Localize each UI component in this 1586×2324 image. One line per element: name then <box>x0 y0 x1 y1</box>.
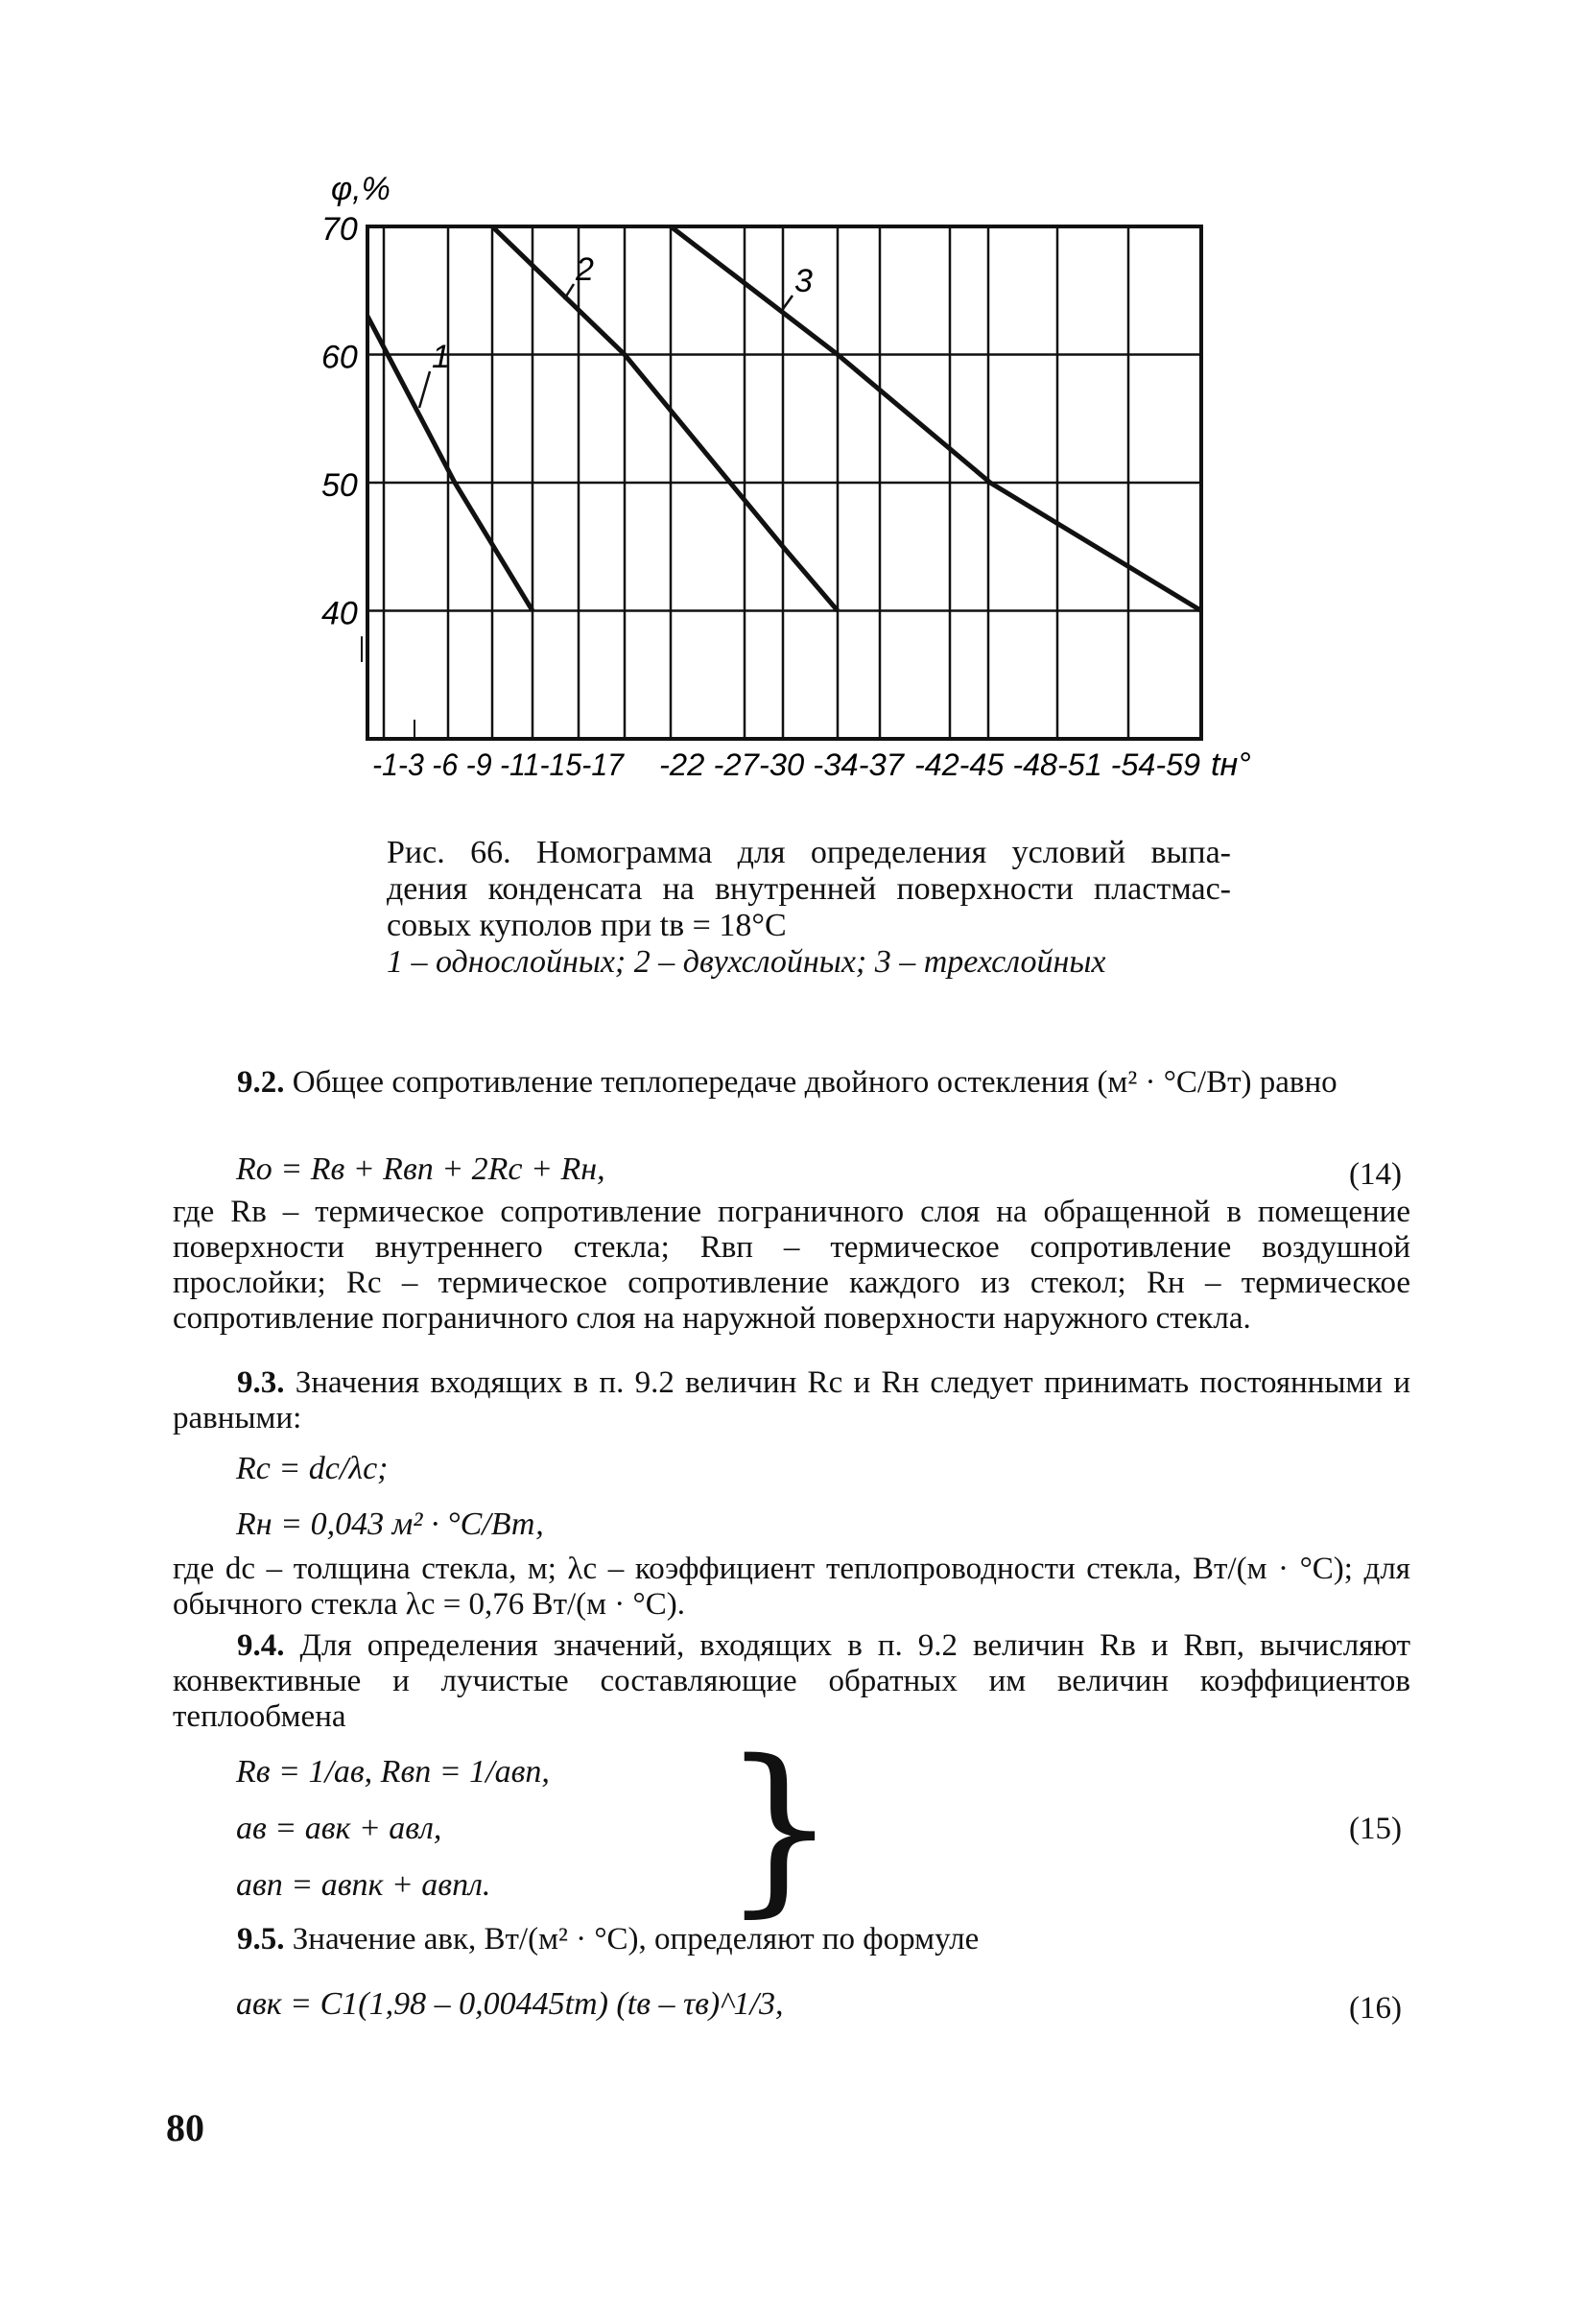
formula-16: aвк = C1(1,98 – 0,00445tm) (tв – τв)^1/3, <box>236 1986 784 2022</box>
chart-labels <box>321 171 1251 783</box>
curve-label-1: 1 <box>432 339 450 375</box>
section-number: 9.5. <box>237 1922 285 1956</box>
caption-line-2: дения конденсата на внутренней поверхности пластмас- <box>387 871 1231 907</box>
formula-15b: aв = aвк + aвл, <box>236 1811 442 1846</box>
figure-caption <box>387 835 1231 981</box>
x-axis-label: tн° <box>1211 747 1251 783</box>
section-number: 9.3. <box>237 1365 285 1400</box>
curve-leader-2 <box>564 284 574 299</box>
page-number: 80 <box>166 2106 204 2149</box>
section-9-5 <box>173 1922 1410 1957</box>
nomogram-chart <box>0 0 1586 825</box>
y-tick-label: 60 <box>321 339 358 376</box>
section-number: 9.4. <box>237 1628 285 1663</box>
section-9-3-where <box>173 1552 1410 1623</box>
section-text: Для определения значений, входящих в п. 9.2 величин Rв и Rвп, вычисляют конвективные и лучистые составляющие обратных им величин коэффициентов теплообмена <box>173 1628 1410 1734</box>
y-tick-label: 70 <box>321 211 358 248</box>
curve-label-3: 3 <box>794 263 813 299</box>
formula-15c: aвп = aвпк + aвпл. <box>236 1867 491 1903</box>
equation-number-14: (14) <box>1349 1157 1402 1192</box>
section-text: Значение aвк, Вт/(м² · °С), определяют по формуле <box>292 1922 980 1956</box>
caption-legend: 1 – однослойных; 2 – двухслойных; 3 – трехслойных <box>387 944 1106 980</box>
y-axis-label: φ,% <box>331 171 391 207</box>
brace-15: } <box>722 1721 838 1933</box>
equation-number-16: (16) <box>1349 1991 1402 2026</box>
formula-rc: Rс = dс/λс; <box>236 1451 389 1486</box>
curve-label-2: 2 <box>576 251 594 288</box>
curve-2 <box>492 226 838 611</box>
equation-number-15: (15) <box>1349 1812 1402 1846</box>
section-9-3 <box>173 1365 1410 1436</box>
caption-line-1: Рис. 66. Номограмма для определения условий выпа- <box>387 835 1231 870</box>
formula-15a: Rв = 1/aв, Rвп = 1/aвп, <box>236 1754 550 1790</box>
section-9-2 <box>173 1065 1410 1101</box>
section-text: Общее сопротивление теплопередаче двойного остекления (м² · °С/Вт) равно <box>292 1065 1337 1100</box>
curve-leader-1 <box>419 371 430 408</box>
curve-leader-3 <box>783 296 793 309</box>
caption-line-3: совых куполов при tв = 18°С <box>387 908 787 943</box>
section-text: Значения входящих в п. 9.2 величин Rс и Rн следует принимать постоянными и равными: <box>173 1365 1410 1435</box>
x-tick-row-2: -22 -27-30 -34-37 <box>659 747 906 782</box>
chart-grid <box>362 226 1201 739</box>
section-number: 9.2. <box>237 1065 285 1100</box>
x-tick-row-1: -1-3 -6 -9 -11-15-17 <box>372 747 626 782</box>
curve-3 <box>671 226 1201 611</box>
y-tick-label: 50 <box>321 467 358 504</box>
formula-rn: Rн = 0,043 м² · °С/Вт, <box>236 1506 544 1542</box>
where-text: где Rв – термическое сопротивление пограничного слоя на обращенной в помещение поверхности внутреннего стекла; Rвп – термическое сопротивление воздушной прослойки; Rс – термическое сопротивление каждого из стекол; Rн – термическое сопротивление пограничного слоя на наружной поверхности наружного стекла. <box>173 1195 1410 1336</box>
section-9-4 <box>173 1628 1410 1735</box>
curve-1 <box>367 316 533 610</box>
y-tick-label: 40 <box>321 595 358 632</box>
x-tick-row-3: -42-45 -48-51 -54-59 <box>914 747 1201 782</box>
formula-14: Rо = Rв + Rвп + 2Rс + Rн, <box>236 1151 605 1187</box>
where-text: где dс – толщина стекла, м; λс – коэффициент теплопроводности стекла, Вт/(м · °С); для обычного стекла λс = 0,76 Вт/(м · °С). <box>173 1552 1410 1622</box>
section-9-2-where <box>173 1195 1410 1337</box>
